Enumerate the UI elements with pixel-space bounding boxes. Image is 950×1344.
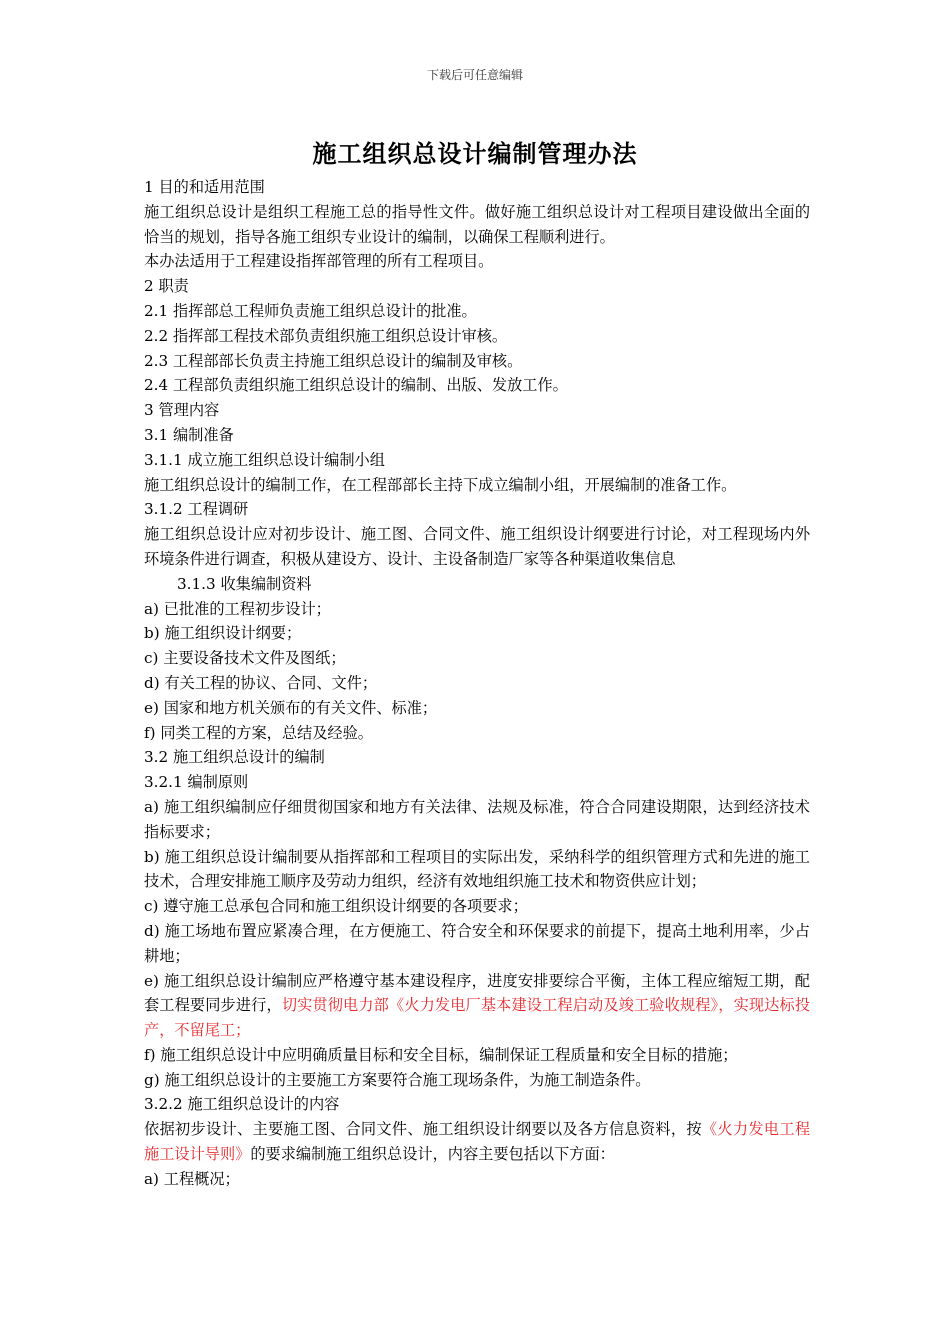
- list-item: [144, 969, 810, 1043]
- list-item: a) 已批准的工程初步设计；: [144, 599, 331, 618]
- paragraph: 2.1 指挥部总工程师负责施工组织总设计的批准。: [144, 301, 477, 320]
- paragraph: 施工组织总设计的编制工作，在工程部部长主持下成立编制小组，开展编制的准备工作。: [144, 475, 737, 494]
- subsection-heading: 3.1 编制准备: [144, 425, 234, 444]
- subsection-heading: 3.2.1 编制原则: [144, 773, 249, 792]
- text-run: e) 施工组织总设计编制应严格遵守基本建设程序，进度安排要综合平衡，主体工程应缩短工期，配套工程要同步进行，: [144, 971, 810, 1015]
- list-item: b) 施工组织设计纲要；: [144, 624, 302, 643]
- section-heading: 1 目的和适用范围: [144, 178, 265, 196]
- subsection-heading: 3.1.1 成立施工组织总设计编制小组: [144, 450, 385, 469]
- list-item: a) 施工组织编制应仔细贯彻国家和地方有关法律、法规及标准，符合合同建设期限，达到经济技术指标要求；: [144, 797, 810, 841]
- document-title: 施工组织总设计编制管理办法: [312, 139, 638, 168]
- paragraph: 2.3 工程部部长负责主持施工组织总设计的编制及审核。: [144, 351, 523, 370]
- list-item: d) 施工场地布置应紧凑合理，在方便施工、符合安全和环保要求的前提下，提高土地利用率，少占耕地；: [144, 921, 810, 965]
- page-header: 下载后可任意编辑: [426, 68, 523, 82]
- list-item: f) 同类工程的方案，总结及经验。: [144, 723, 373, 742]
- section-heading: 3 管理内容: [144, 401, 220, 420]
- subsection-heading: 3.2 施工组织总设计的编制: [144, 748, 325, 767]
- highlighted-text: 切实贯彻电力部《火力发电厂基本建设工程启动及竣工验收规程》，实现达标投产，不留尾工；: [144, 996, 811, 1040]
- paragraph: 本办法适用于工程建设指挥部管理的所有工程项目。: [144, 252, 494, 271]
- paragraph: 2.4 工程部负责组织施工组织总设计的编制、出版、发放工作。: [144, 376, 568, 395]
- paragraph: 施工组织总设计应对初步设计、施工图、合同文件、施工组织设计纲要进行讨论，对工程现场内外环境条件进行调查，积极从建设方、设计、主设备制造厂家等各种渠道收集信息: [144, 525, 810, 568]
- text-run: 的要求编制施工组织总设计，内容主要包括以下方面：: [250, 1145, 615, 1164]
- highlighted-text: 《火力发电工程施工设计导则》: [144, 1120, 811, 1164]
- list-item: a) 工程概况；: [144, 1169, 240, 1188]
- section-heading: 2 职责: [144, 277, 189, 296]
- list-item: c) 遵守施工总承包合同和施工组织设计纲要的各项要求；: [144, 897, 528, 916]
- list-item: b) 施工组织总设计编制要从指挥部和工程项目的实际出发，采纳科学的组织管理方式和先进的施工技术，合理安排施工顺序及劳动力组织，经济有效地组织施工技术和物资供应计划；: [144, 847, 810, 891]
- subsection-heading: 3.1.3 收集编制资料: [177, 574, 312, 593]
- list-item: d) 有关工程的协议、合同、文件；: [144, 673, 378, 692]
- paragraph: [144, 1117, 810, 1167]
- list-item: g) 施工组织总设计的主要施工方案要符合施工现场条件，为施工制造条件。: [144, 1070, 651, 1089]
- list-item: c) 主要设备技术文件及图纸；: [144, 649, 346, 668]
- paragraph: 施工组织总设计是组织工程施工总的指导性文件。做好施工组织总设计对工程项目建设做出全面的恰当的规划，指导各施工组织专业设计的编制，以确保工程顺利进行。: [144, 202, 810, 246]
- document-body: [144, 175, 810, 1192]
- text-run: 依据初步设计、主要施工图、合同文件、施工组织设计纲要以及各方信息资料，按: [144, 1120, 702, 1139]
- list-item: e) 国家和地方机关颁布的有关文件、标准；: [144, 698, 438, 717]
- list-item: f) 施工组织总设计中应明确质量目标和安全目标，编制保证工程质量和安全目标的措施；: [144, 1045, 738, 1064]
- subsection-heading: 3.2.2 施工组织总设计的内容: [144, 1095, 340, 1114]
- paragraph: 2.2 指挥部工程技术部负责组织施工组织总设计审核。: [144, 326, 508, 345]
- subsection-heading: 3.1.2 工程调研: [144, 500, 249, 519]
